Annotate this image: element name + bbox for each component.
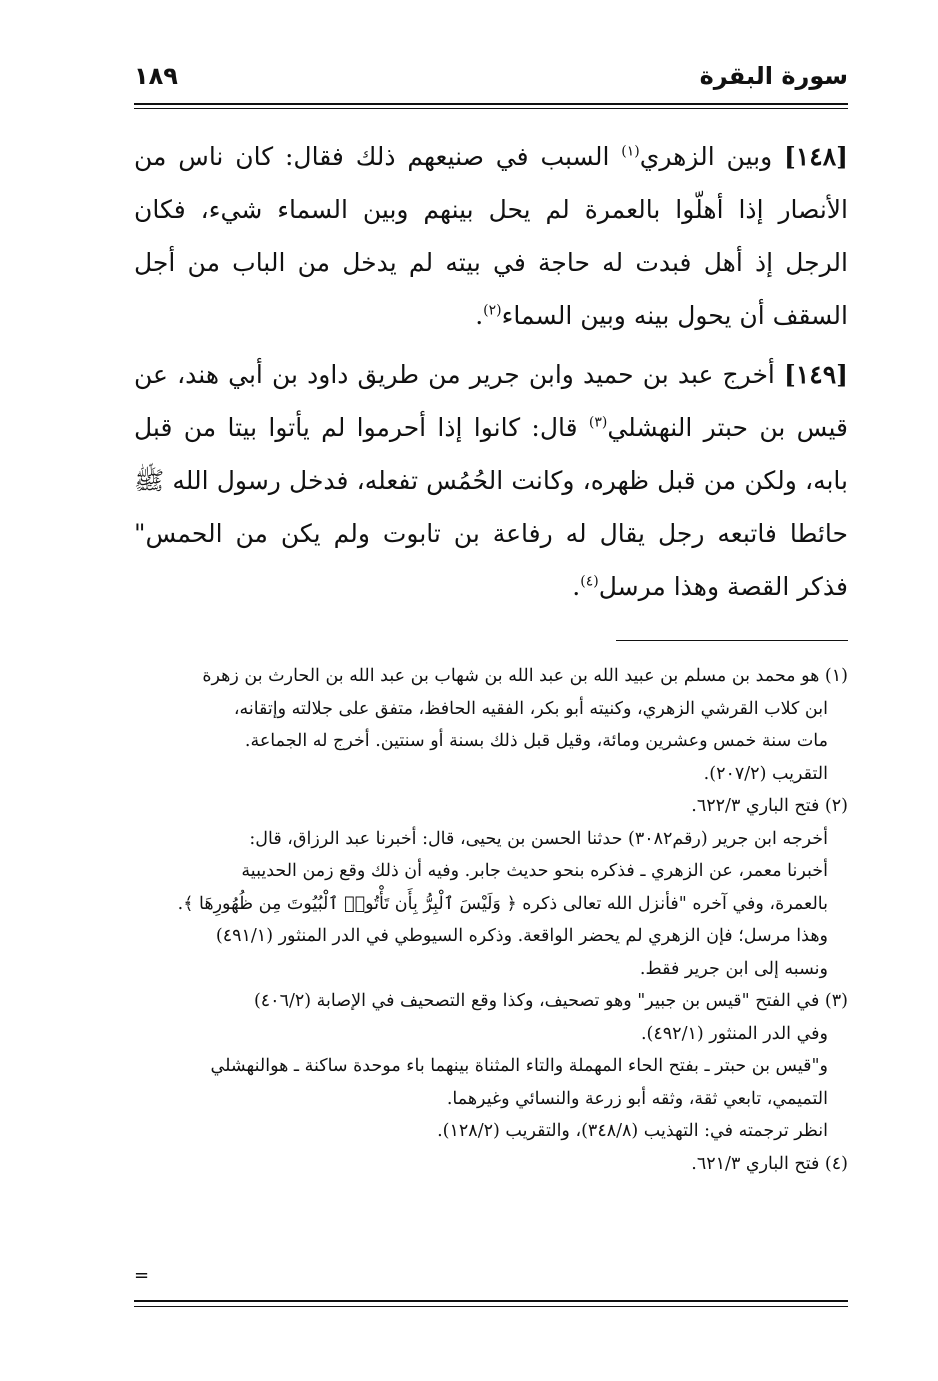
bottom-rule-thin — [134, 1306, 848, 1307]
paragraph-number: [١٤٩] — [784, 360, 848, 389]
footnote-line: وفي الدر المنثور (٤٩٢/١). — [640, 1023, 828, 1044]
footnote-line: (١) هو محمد بن مسلم بن عبيد الله بن عبد الله بن شهاب بن عبد الله بن الحارث بن زهرة — [202, 666, 848, 686]
paragraph-end: . — [475, 301, 484, 330]
footnote-ref[interactable]: (١) — [621, 143, 640, 160]
footnote-line: (٤) فتح الباري ٦٢١/٣. — [691, 1153, 848, 1174]
footnote-line: ونسبه إلى ابن جرير فقط. — [639, 958, 828, 979]
paragraph-149 — [134, 348, 848, 613]
continuation-mark: = — [134, 1265, 150, 1286]
paragraph-end: . — [572, 572, 581, 601]
paragraph-text: أخرج عبد بن حميد وابن جرير من طريق داود بن أبي هند، عن قيس بن حبتر النهشلي — [134, 360, 848, 442]
page-number: ١٨٩ — [134, 62, 178, 90]
footnote-line: (٣) في الفتح "قيس بن جبير" وهو تصحيف، وكذا وقع التصحيف في الإصابة (٤٠٦/٢) — [253, 991, 848, 1011]
footnote-1 — [134, 660, 848, 790]
footnote-line: و"قيس بن حبتر ـ بفتح الحاء المهملة والتاء المثناة بينهما باء موحدة ساكنة ـ هوالنهشلي — [210, 1056, 828, 1076]
footnote-line: انظر ترجمته في: التهذيب (٣٤٨/٨)، والتقريب (١٢٨/٢). — [437, 1121, 828, 1141]
main-text — [134, 130, 848, 619]
footnote-separator — [616, 640, 848, 641]
bottom-rule — [134, 1300, 848, 1302]
header-rule — [134, 103, 848, 105]
footnote-line: ابن كلاب القرشي الزهري، وكنيته أبو بكر، الفقيه الحافظ، متفق على جلالته وإتقانه، — [233, 698, 828, 719]
footnote-4 — [134, 1148, 848, 1181]
footnote-ref[interactable]: (٢) — [483, 302, 502, 319]
footnote-line: أخبرنا معمر، عن الزهري ـ فذكره بنحو حديث جابر. وفيه أن ذلك وقع زمن الحديبية — [241, 861, 828, 881]
paragraph-text: قال: كانوا إذا أحرموا لم يأتوا بيتا من قبل بابه، ولكن من قبل ظهره، وكانت الحُمُس تفعله، فدخل رسول الله ﷺ حائطا فاتبعه رجل يقال له رفاعة بن تابوت ولم يكن من الحمس" فذكر القصة وهذا مرسل — [134, 413, 849, 601]
footnote-2 — [134, 790, 848, 985]
header-rule-thin — [134, 108, 848, 109]
paragraph-number: [١٤٨] — [784, 142, 849, 171]
footnote-line: وهذا مرسل؛ فإن الزهري لم يحضر الواقعة. وذكره السيوطي في الدر المنثور (٤٩١/١) — [215, 926, 828, 946]
paragraph-text: السبب في صنيعهم ذلك فقال: كان ناس من الأنصار إذا أهلّوا بالعمرة لم يحل بينهم وبين السماء شيء، فكان الرجل إذ أهل فبدت له حاجة في بيته لم يدخل من الباب من أجل السقف أن يحول بينه وبين السماء — [134, 142, 848, 330]
footnote-line: التقريب (٢٠٧/٢). — [703, 763, 828, 784]
footnotes — [134, 660, 848, 1180]
footnote-line: أخرجه ابن جرير (رقم٣٠٨٢) حدثنا الحسن بن يحيى، قال: أخبرنا عبد الرزاق، قال: — [249, 828, 828, 849]
footnote-3 — [134, 985, 848, 1148]
surah-title: سورة البقرة — [699, 62, 848, 90]
paragraph-148 — [134, 130, 848, 342]
paragraph-text: وبين الزهري — [639, 142, 785, 171]
page-header — [134, 58, 848, 98]
footnote-ref[interactable]: (٤) — [580, 573, 599, 590]
footnote-line: بالعمرة، وفي آخره "فأنزل الله تعالى ذكره ﴿ وَلَيْسَ ٱلْبِرُّ بِأَن تَأْتُوا۟ ٱلْبُيُوتَ مِن ظُهُورِهَا ﴾. — [177, 893, 828, 914]
footnote-line: التميمي، تابعي ثقة، وثقه أبو زرعة والنسائي وغيرهما. — [446, 1088, 828, 1109]
footnote-line: (٢) فتح الباري ٦٢٢/٣. — [691, 796, 848, 816]
footnote-line: مات سنة خمس وعشرين ومائة، وقيل قبل ذلك بسنة أو سنتين. أخرج له الجماعة. — [244, 731, 828, 751]
footnote-ref[interactable]: (٣) — [588, 414, 608, 431]
